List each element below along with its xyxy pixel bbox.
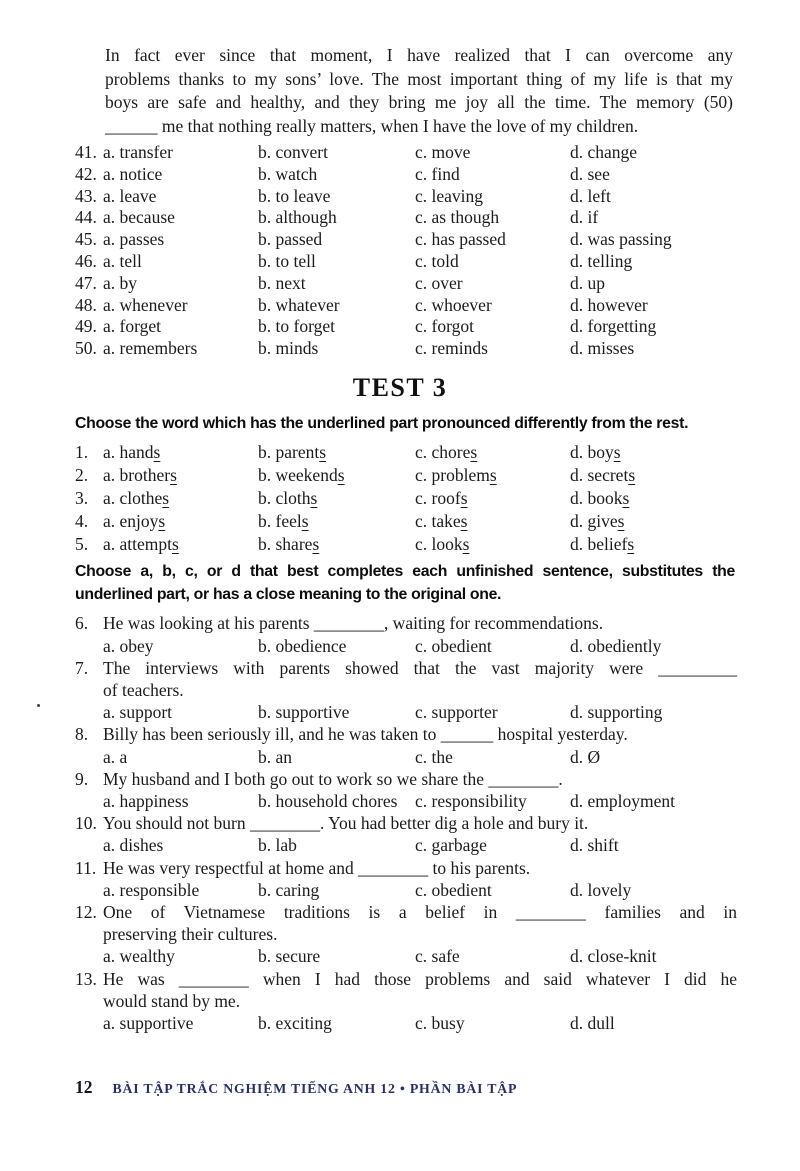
option-b: b. cloths (258, 488, 318, 509)
option-d: d. boys (570, 441, 621, 462)
option-a: a. enjoys (103, 511, 166, 532)
option-b: b. minds (258, 338, 319, 359)
option-b: b. shares (258, 534, 320, 555)
question-row (75, 464, 737, 487)
instruction-pronunciation: Choose the word which has the underlined part pronounced differently from the rest. (75, 414, 689, 432)
question-number: 46. (75, 250, 97, 271)
option-a: a. by (103, 272, 138, 293)
option-b: b. convert (258, 142, 328, 162)
option-b: b. household chores (258, 791, 398, 812)
option-c: c. safe (415, 946, 460, 967)
option-a: a. obey (103, 635, 154, 656)
option-c: c. looks (415, 534, 470, 555)
option-c: c. reminds (415, 338, 488, 359)
question-row (75, 164, 737, 186)
option-a: a. forget (103, 316, 161, 337)
option-b: b. caring (258, 879, 320, 900)
option-d: d. Ø (570, 746, 601, 767)
sentence-questions-list (75, 612, 737, 1034)
cloze-options-list (75, 142, 737, 360)
option-d: d. was passing (570, 229, 672, 250)
option-c: c. chores (415, 441, 478, 462)
option-d: d. up (570, 272, 605, 293)
option-d: d. if (570, 207, 599, 228)
option-c: c. supporter (415, 702, 498, 723)
question-number: 1. (75, 441, 89, 462)
question-row (75, 487, 737, 510)
option-c: c. over (415, 272, 463, 293)
question-stem: My husband and I both go out to work so we share the ________. (103, 768, 563, 789)
instruction-completion: Choose a, b, c, or d that best completes each unfinished sentence, substitutes the underlined part, or has a close meaning to the original one. (75, 563, 735, 604)
option-a: a. notice (103, 163, 163, 184)
option-d: d. books (570, 488, 630, 509)
question-number: 48. (75, 294, 97, 315)
book-page (0, 44, 800, 1171)
option-a: a. support (103, 702, 173, 723)
option-d: d. telling (570, 250, 633, 271)
option-b: b. to tell (258, 250, 316, 271)
question-number: 7. (75, 657, 89, 678)
question-number: 42. (75, 163, 97, 184)
option-d: d. lovely (570, 879, 632, 900)
option-b: b. feels (258, 511, 309, 532)
option-c: c. busy (415, 1013, 465, 1034)
question-number: 45. (75, 229, 97, 250)
question-row (75, 533, 737, 556)
pronunciation-questions-list (75, 441, 737, 556)
option-a: a. brothers (103, 465, 177, 486)
option-a: a. whenever (103, 294, 188, 315)
option-b: b. obedience (258, 635, 347, 656)
question-number: 50. (75, 338, 97, 359)
question-stem: You should not burn ________. You had better dig a hole and bury it. (103, 813, 589, 834)
question-row (75, 142, 737, 164)
page-number: 12 (75, 1077, 93, 1097)
question-stem: He was very respectful at home and ________ to his parents. (103, 857, 531, 878)
option-c: c. forgot (415, 316, 474, 337)
option-a: a. leave (103, 185, 157, 206)
question-stem: Billy has been seriously ill, and he was taken to ______ hospital yesterday. (103, 724, 628, 745)
sentence-question (75, 901, 737, 968)
question-number: 5. (75, 534, 89, 555)
question-stem: He was ________ when I had those problems and said whatever I did he would stand by me. (103, 968, 737, 1011)
option-b: b. although (258, 207, 337, 228)
option-a: a. supportive (103, 1013, 194, 1034)
question-number: 6. (75, 613, 89, 634)
question-row (75, 251, 737, 273)
option-c: c. the (415, 746, 453, 767)
option-a: a. because (103, 207, 175, 228)
option-b: b. parents (258, 441, 327, 462)
question-stem: The interviews with parents showed that the vast majority were _________ of teachers. (103, 657, 737, 701)
option-c: c. takes (415, 511, 468, 532)
intro-paragraph: In fact ever since that moment, I have realized that I can overcome any problems thanks to my sons’ love. The most important thing of my life is that my boys are safe and healthy, and they bring me joy all the time. The memory (50) ______ me that nothing really matters, when I have the love of my children. (105, 45, 733, 136)
option-d: d. left (570, 185, 611, 206)
option-c: c. responsibility (415, 791, 527, 812)
question-row (75, 186, 737, 208)
question-stem: He was looking at his parents ________, waiting for recommendations. (103, 613, 604, 634)
sentence-question (75, 968, 737, 1035)
option-b: b. an (258, 746, 293, 767)
test-heading: TEST 3 (352, 372, 448, 402)
question-row (75, 510, 737, 533)
option-c: c. has passed (415, 229, 506, 250)
question-row (75, 207, 737, 229)
option-a: a. a (103, 746, 128, 767)
option-d: d. misses (570, 338, 635, 359)
sentence-question (75, 723, 737, 767)
option-c: c. problems (415, 465, 497, 486)
option-d: d. close-knit (570, 946, 657, 967)
option-a: a. wealthy (103, 946, 175, 967)
option-c: c. move (415, 142, 471, 162)
option-d: d. obediently (570, 635, 662, 656)
option-d: d. gives (570, 511, 625, 532)
option-b: b. secure (258, 946, 321, 967)
option-a: a. attempts (103, 534, 179, 555)
option-b: b. supportive (258, 702, 350, 723)
question-stem: One of Vietnamese traditions is a belief in ________ families and in preserving their cultures. (103, 902, 737, 945)
sentence-question (75, 612, 737, 656)
option-c: c. obedient (415, 635, 492, 656)
option-c: c. leaving (415, 185, 484, 206)
option-c: c. obedient (415, 879, 492, 900)
question-row (75, 316, 737, 338)
question-number: 11. (75, 857, 97, 878)
question-number: 13. (75, 968, 97, 989)
question-number: 4. (75, 511, 89, 532)
scan-artifact-dot (37, 704, 40, 707)
question-number: 41. (75, 142, 97, 162)
book-title: BÀI TẬP TRẮC NGHIỆM TIẾNG ANH 12 • PHẦN BÀI TẬP (112, 1081, 518, 1096)
question-number: 47. (75, 272, 97, 293)
option-a: a. passes (103, 229, 165, 250)
option-d: d. forgetting (570, 316, 657, 337)
sentence-question (75, 768, 737, 812)
question-number: 8. (75, 724, 89, 745)
question-row (75, 295, 737, 317)
option-c: c. garbage (415, 835, 487, 856)
option-a: a. clothes (103, 488, 170, 509)
sentence-question (75, 657, 737, 724)
question-row (75, 441, 737, 464)
question-number: 2. (75, 465, 89, 486)
option-c: c. roofs (415, 488, 468, 509)
sentence-question (75, 812, 737, 856)
option-a: a. dishes (103, 835, 164, 856)
option-c: c. whoever (415, 294, 492, 315)
question-number: 44. (75, 207, 97, 228)
option-a: a. hands (103, 441, 161, 462)
option-a: a. responsible (103, 879, 200, 900)
question-number: 49. (75, 316, 97, 337)
option-a: a. transfer (103, 142, 173, 162)
option-d: d. however (570, 294, 648, 315)
option-d: d. dull (570, 1013, 615, 1034)
question-row (75, 273, 737, 295)
page-footer (75, 1077, 517, 1098)
option-d: d. supporting (570, 702, 663, 723)
option-b: b. exciting (258, 1013, 332, 1034)
option-d: d. shift (570, 835, 619, 856)
option-b: b. watch (258, 163, 318, 184)
option-d: d. beliefs (570, 534, 635, 555)
option-c: c. find (415, 163, 460, 184)
option-c: c. as though (415, 207, 500, 228)
option-d: d. change (570, 142, 638, 162)
option-b: b. weekends (258, 465, 345, 486)
question-number: 43. (75, 185, 97, 206)
option-d: d. see (570, 163, 610, 184)
option-b: b. whatever (258, 294, 340, 315)
question-row (75, 338, 737, 360)
option-b: b. to forget (258, 316, 335, 337)
sentence-question (75, 857, 737, 901)
question-number: 3. (75, 488, 89, 509)
question-number: 10. (75, 813, 97, 834)
option-b: b. lab (258, 835, 297, 856)
option-b: b. next (258, 272, 306, 293)
option-d: d. employment (570, 791, 675, 812)
question-number: 9. (75, 768, 89, 789)
option-a: a. happiness (103, 791, 189, 812)
option-b: b. to leave (258, 185, 331, 206)
question-number: 12. (75, 902, 97, 923)
option-d: d. secrets (570, 465, 636, 486)
option-a: a. tell (103, 250, 142, 271)
option-a: a. remembers (103, 338, 198, 359)
option-b: b. passed (258, 229, 323, 250)
question-row (75, 229, 737, 251)
option-c: c. told (415, 250, 459, 271)
